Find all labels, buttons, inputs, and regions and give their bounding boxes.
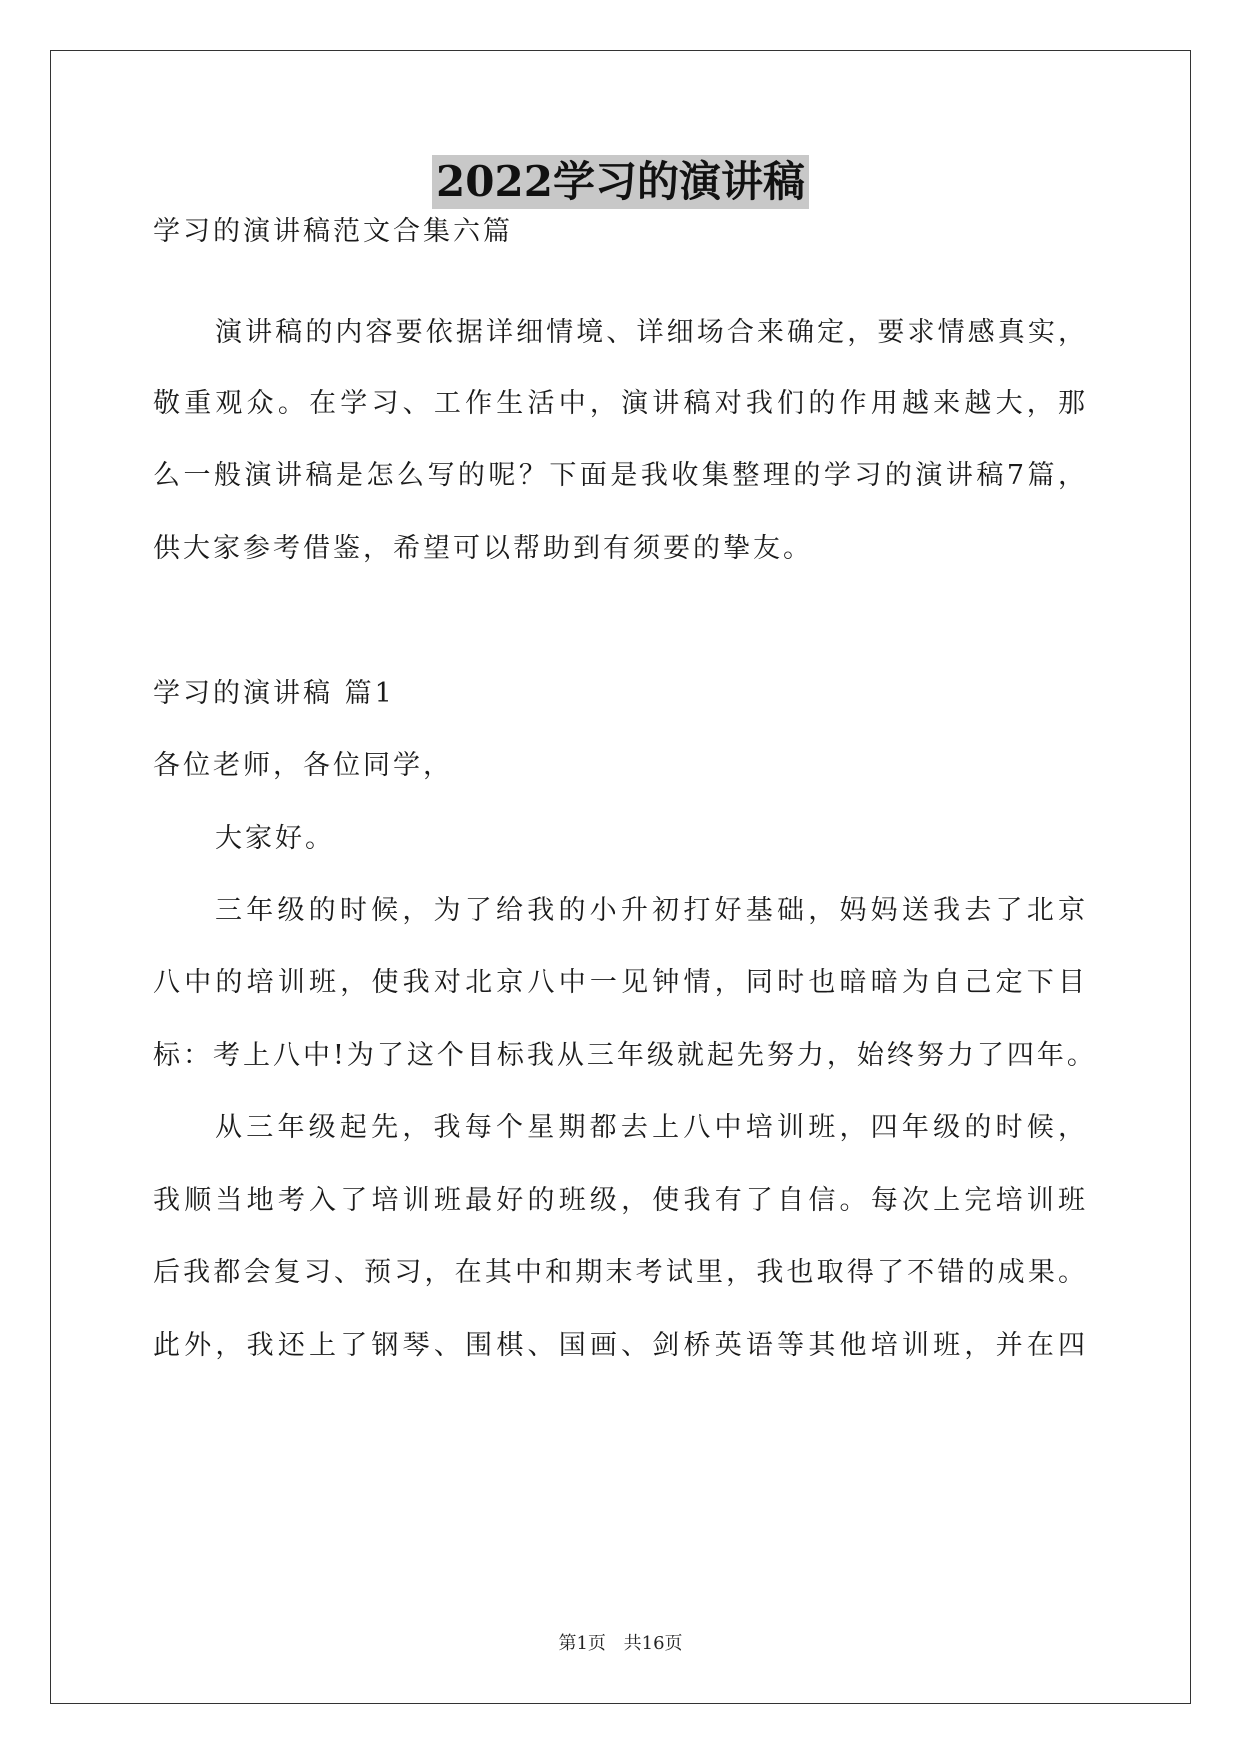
page-border [50,50,1191,1704]
greeting: 大家好。 [215,823,335,854]
intro-line: 么一般演讲稿是怎么写的呢？下面是我收集整理的学习的演讲稿7篇， [153,460,1088,491]
paragraph-line: 此外，我还上了钢琴、围棋、国画、剑桥英语等其他培训班，并在四 [153,1330,1088,1361]
paragraph-line: 八中的培训班，使我对北京八中一见钟情，同时也暗暗为自己定下目 [153,967,1088,998]
paragraph-line: 从三年级起先，我每个星期都去上八中培训班，四年级的时候， [215,1112,1088,1143]
page-number: 第1页 [558,1633,606,1654]
page-total: 共16页 [623,1633,683,1654]
intro-line: 演讲稿的内容要依据详细情境、详细场合来确定，要求情感真实， [215,317,1088,348]
paragraph-line: 后我都会复习、预习，在其中和期末考试里，我也取得了不错的成果。 [153,1257,1088,1288]
document-title: 2022学习的演讲稿 [432,155,809,209]
title-wrapper [0,155,1241,209]
document-subtitle: 学习的演讲稿范文合集六篇 [153,216,513,247]
intro-line: 敬重观众。在学习、工作生活中，演讲稿对我们的作用越来越大，那 [153,388,1088,419]
salutation: 各位老师，各位同学， [153,750,453,781]
intro-line: 供大家参考借鉴，希望可以帮助到有须要的挚友。 [153,533,813,564]
paragraph-line: 我顺当地考入了培训班最好的班级，使我有了自信。每次上完培训班 [153,1185,1088,1216]
section-heading: 学习的演讲稿 篇1 [153,678,395,709]
paragraph-line: 标：考上八中!为了这个目标我从三年级就起先努力，始终努力了四年。 [153,1040,1097,1071]
page-footer [0,1629,1241,1655]
paragraph-line: 三年级的时候，为了给我的小升初打好基础，妈妈送我去了北京 [215,895,1088,926]
